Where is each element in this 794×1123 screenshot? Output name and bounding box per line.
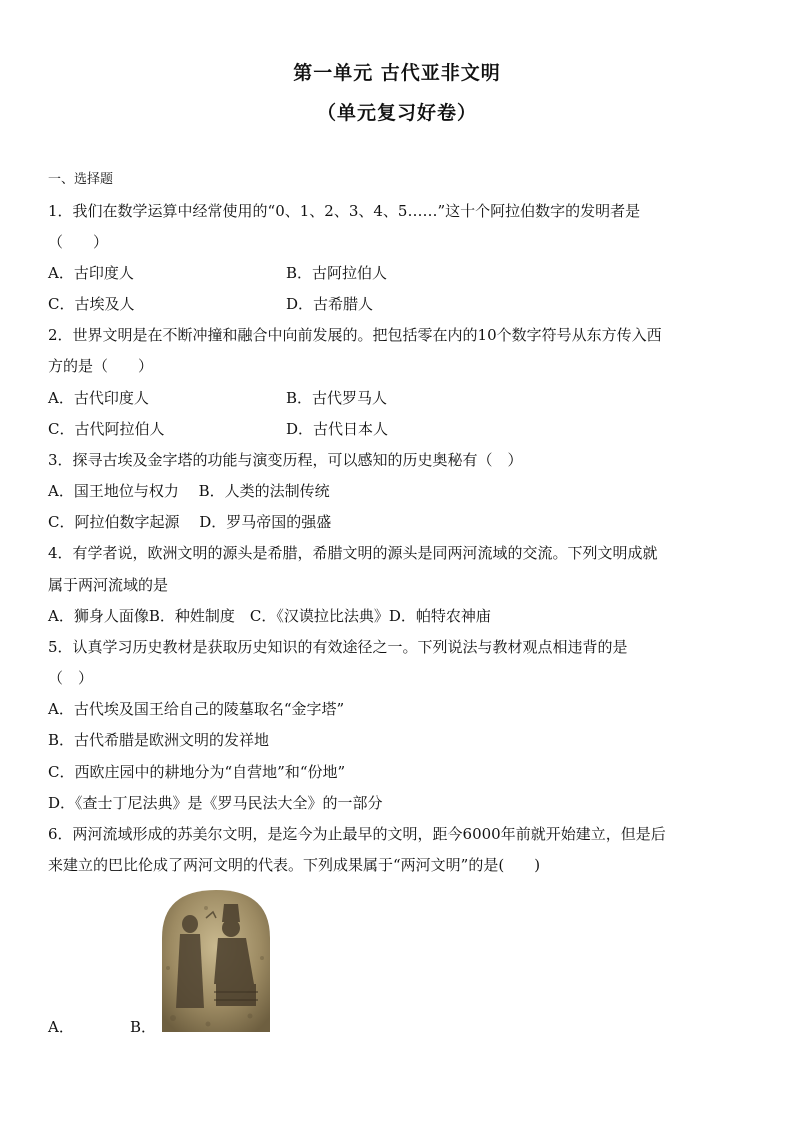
- question-5-option-d[interactable]: D．《查士丁尼法典》是《罗马民法大全》的一部分: [48, 794, 383, 812]
- question-1-option-d[interactable]: D．古希腊人: [286, 295, 374, 313]
- question-3-options-ab[interactable]: A．国王地位与权力 B．人类的法制传统: [48, 482, 330, 500]
- question-2-option-a[interactable]: A．古代印度人: [48, 389, 149, 407]
- question-5-option-c[interactable]: C．西欧庄园中的耕地分为“自营地”和“份地”: [48, 763, 346, 781]
- question-2-stem: 2．世界文明是在不断冲撞和融合中向前发展的。把包括零在内的10个数字符号从东方传入西: [48, 326, 662, 344]
- question-3-options-cd[interactable]: C．阿拉伯数字起源 D．罗马帝国的强盛: [48, 513, 332, 531]
- question-6-option-a-label[interactable]: A．: [48, 1018, 74, 1036]
- question-6-stem-cont: 来建立的巴比伦成了两河文明的代表。下列成果属于“两河文明”的是( ): [48, 856, 541, 874]
- question-1-stem: 1．我们在数学运算中经常使用的“0、1、2、3、4、5……”这十个阿拉伯数字的发明者是: [48, 202, 641, 220]
- question-1-stem-cont: （ ）: [48, 233, 109, 251]
- question-6-stem: 6．两河流域形成的苏美尔文明，是迄今为止最早的文明，距今6000年前就开始建立，但是后: [48, 825, 666, 843]
- question-1-option-b[interactable]: B．古阿拉伯人: [286, 264, 388, 282]
- question-5-stem-cont: （ ）: [48, 669, 94, 687]
- code-of-hammurabi-stele-image: [158, 888, 274, 1032]
- page-title: 第一单元 古代亚非文明: [293, 62, 501, 84]
- question-1-option-c[interactable]: C．古埃及人: [48, 295, 135, 313]
- question-2-option-c[interactable]: C．古代阿拉伯人: [48, 420, 165, 438]
- question-2-stem-cont: 方的是（ ）: [48, 357, 154, 375]
- section-heading: 一、选择题: [48, 172, 114, 187]
- question-5-option-b[interactable]: B．古代希腊是欧洲文明的发祥地: [48, 731, 270, 749]
- question-3-stem: 3．探寻古埃及金字塔的功能与演变历程，可以感知的历史奥秘有（ ）: [48, 451, 523, 469]
- question-4-stem-cont: 属于两河流域的是: [48, 576, 169, 594]
- question-6-option-b-label[interactable]: B．: [130, 1018, 157, 1036]
- question-5-stem: 5．认真学习历史教材是获取历史知识的有效途径之一。下列说法与教材观点相违背的是: [48, 638, 628, 656]
- question-2-option-d[interactable]: D．古代日本人: [286, 420, 389, 438]
- question-5-option-a[interactable]: A．古代埃及国王给自己的陵墓取名“金字塔”: [48, 700, 345, 718]
- page-subtitle: （单元复习好卷）: [316, 102, 477, 124]
- question-4-stem: 4．有学者说，欧洲文明的源头是希腊，希腊文明的源头是同两河流域的交流。下列文明成就: [48, 544, 658, 562]
- question-1-option-a[interactable]: A．古印度人: [48, 264, 134, 282]
- question-4-options[interactable]: A．狮身人面像B．种姓制度 C．《汉谟拉比法典》D．帕特农神庙: [48, 607, 491, 625]
- question-2-option-b[interactable]: B．古代罗马人: [286, 389, 388, 407]
